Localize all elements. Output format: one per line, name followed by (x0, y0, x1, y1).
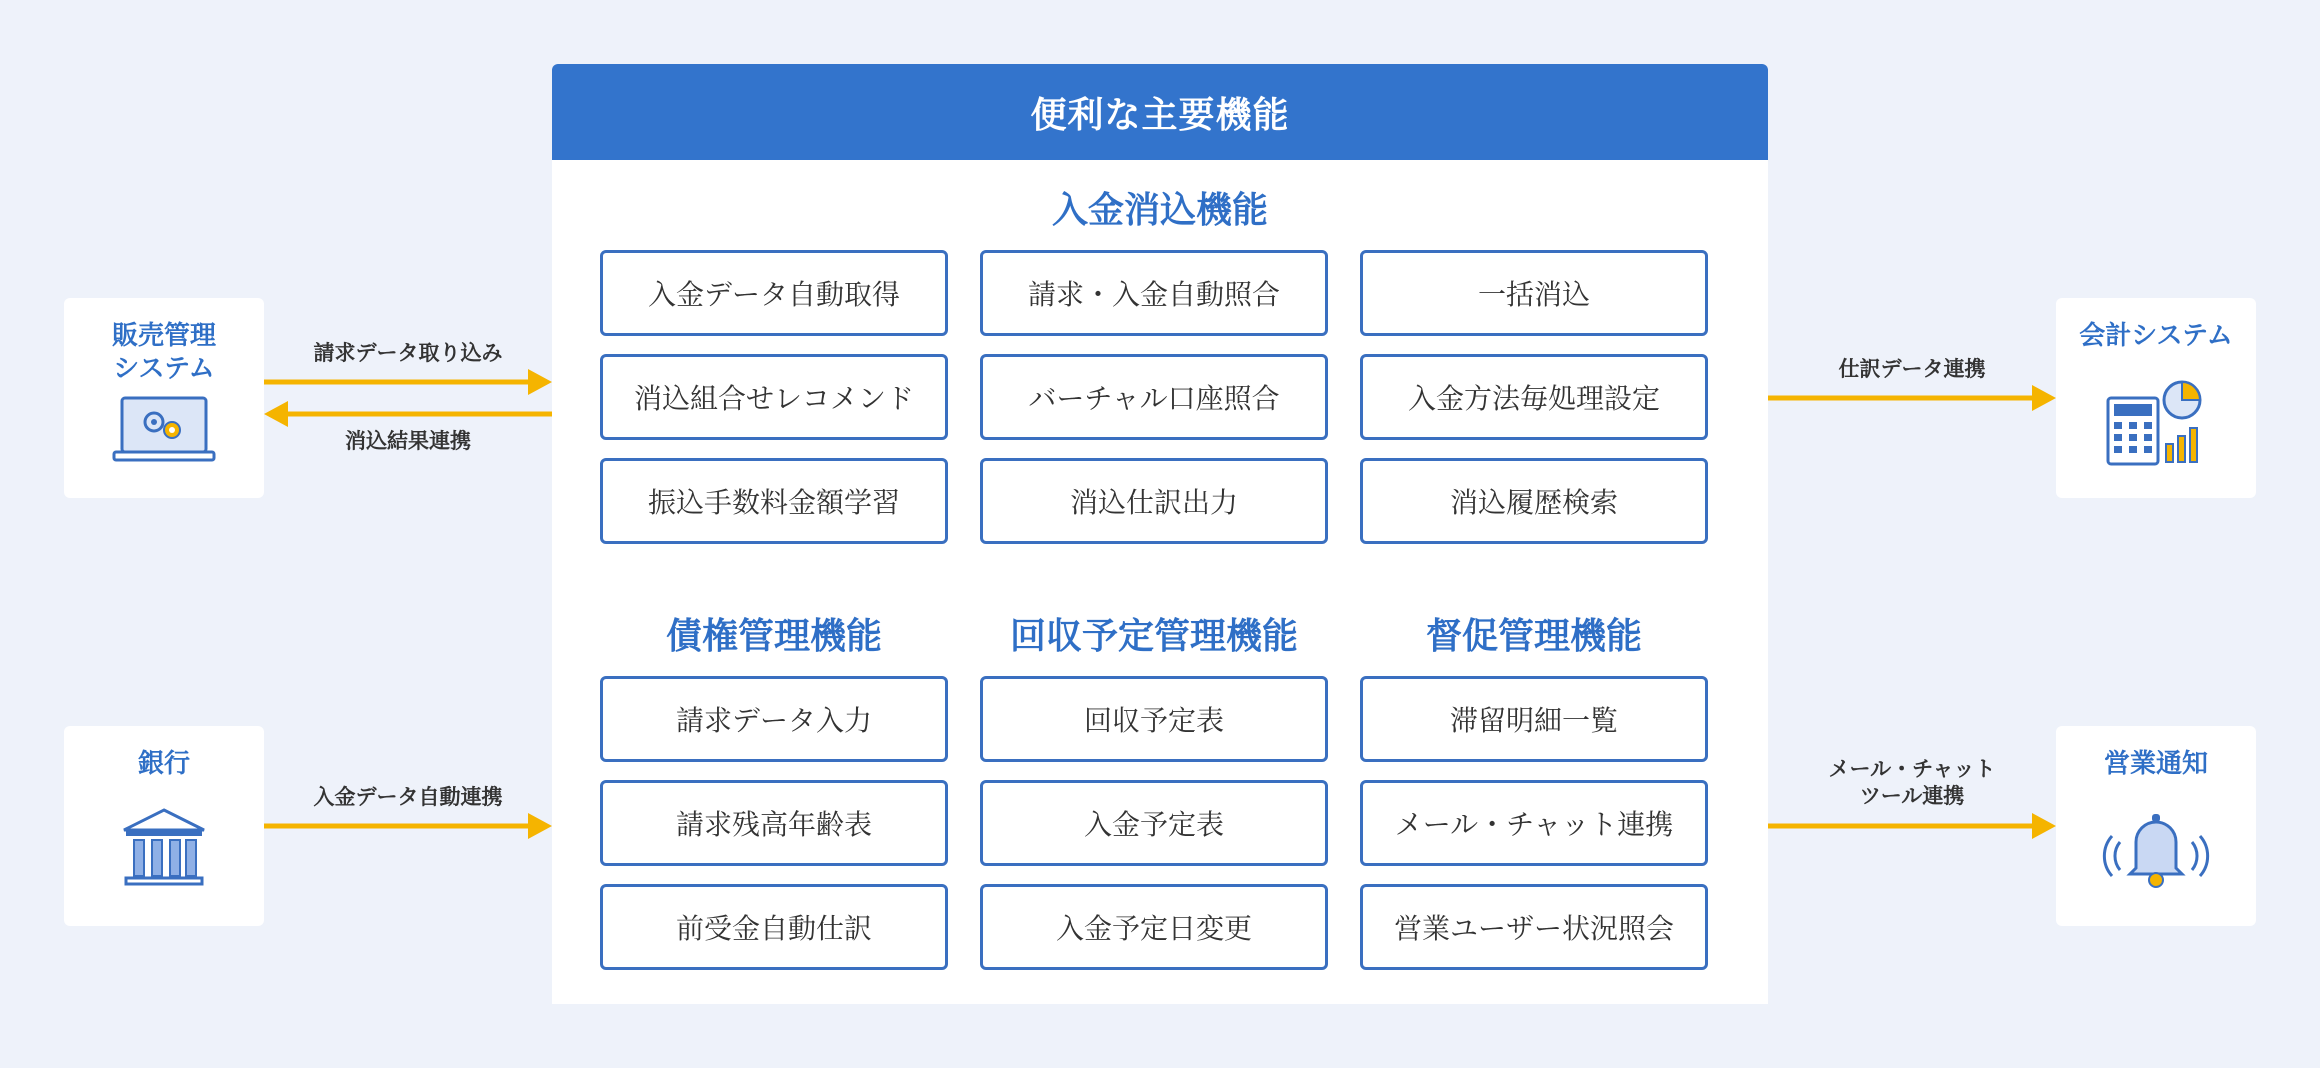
section-title-collection-schedule: 回収予定管理機能 (1009, 616, 1298, 657)
feature-item: 請求・入金自動照合 (980, 250, 1328, 336)
feature-item: 一括消込 (1360, 250, 1708, 336)
bank-icon (120, 806, 208, 892)
laptop-gear-icon (112, 394, 216, 464)
label-bank-in: 入金データ自動連携 (313, 785, 503, 809)
bank-box (64, 726, 264, 926)
bell-icon (2102, 806, 2210, 892)
sales-system-title: 販売管理 システム (111, 321, 216, 384)
calculator-chart-icon (2104, 378, 2208, 468)
feature-item: 入金予定日変更 (980, 884, 1328, 970)
main-features-panel (552, 64, 1768, 1004)
sales-notification-title: 営業通知 (2103, 749, 2208, 779)
feature-item: 振込手数料金額学習 (600, 458, 948, 544)
feature-item: 入金データ自動取得 (600, 250, 948, 336)
feature-item: 営業ユーザー状況照会 (1360, 884, 1708, 970)
arrowhead-accounting-out (2032, 385, 2056, 411)
label-notification-out: メール・チャット ツール連携 (1828, 757, 1996, 809)
arrowhead-sales-out (264, 401, 288, 427)
label-sales-out: 消込結果連携 (345, 429, 471, 453)
feature-item: 入金方法毎処理設定 (1360, 354, 1708, 440)
sales-notification-box (2056, 726, 2256, 926)
accounting-system-box (2056, 298, 2256, 498)
feature-item: 消込履歴検索 (1360, 458, 1708, 544)
arrowhead-sales-in (528, 369, 552, 395)
feature-item: バーチャル口座照合 (980, 354, 1328, 440)
accounting-system-title: 会計システム (2079, 321, 2233, 351)
section-title-payment-reconciliation: 入金消込機能 (1051, 190, 1268, 231)
feature-item: 請求残高年齢表 (600, 780, 948, 866)
feature-item: 消込仕訳出力 (980, 458, 1328, 544)
arrowhead-bank-in (528, 813, 552, 839)
bank-title: 銀行 (137, 749, 190, 779)
section-title-receivables: 債権管理機能 (665, 616, 882, 657)
main-features-title: 便利な主要機能 (552, 64, 1768, 160)
feature-item: 入金予定表 (980, 780, 1328, 866)
feature-item: 回収予定表 (980, 676, 1328, 762)
feature-item: メール・チャット連携 (1360, 780, 1708, 866)
section-title-dunning: 督促管理機能 (1425, 616, 1642, 657)
label-accounting-out: 仕訳データ連携 (1838, 357, 1986, 381)
feature-item: 前受金自動仕訳 (600, 884, 948, 970)
feature-item: 消込組合せレコメンド (600, 354, 948, 440)
sales-system-box (64, 298, 264, 498)
feature-item: 滞留明細一覧 (1360, 676, 1708, 762)
label-sales-in: 請求データ取り込み (313, 341, 503, 365)
feature-item: 請求データ入力 (600, 676, 948, 762)
arrowhead-notification-out (2032, 813, 2056, 839)
